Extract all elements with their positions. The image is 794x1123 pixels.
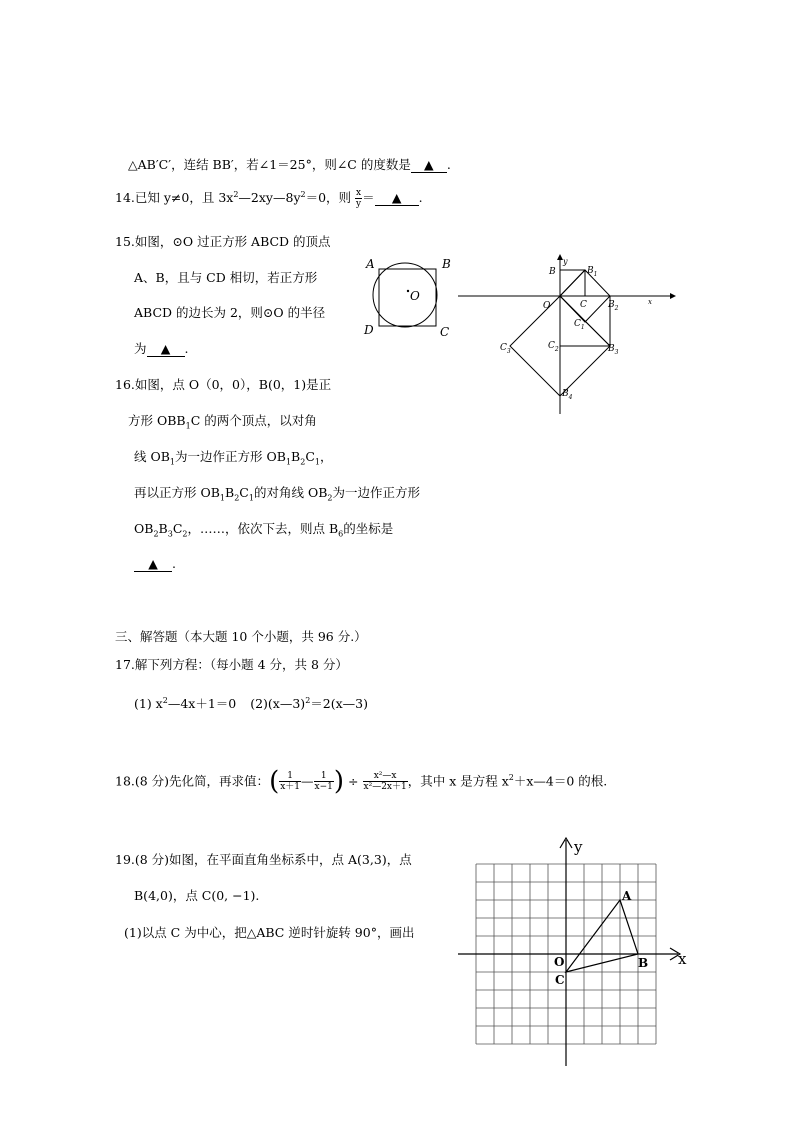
q16-label-c1: $C_1$ — [574, 319, 585, 331]
q15-label-o: O — [410, 289, 420, 303]
q18-frac3 — [363, 771, 408, 792]
q15-circle — [373, 263, 437, 327]
q18-right-paren: ) — [333, 766, 345, 797]
q16-l5s2: 3 — [167, 529, 173, 539]
q16-label-c: C — [580, 300, 587, 310]
q18-suffix-b: ＋x—4＝0 的根. — [513, 773, 608, 789]
q16-l5s3: 2 — [182, 529, 188, 539]
section3-title: 三、解答题（本大题 10 个小题，共 96 分.） — [115, 629, 367, 644]
q18-f2-num: 1 — [314, 771, 334, 782]
q16-answer-blank: ▲ — [134, 557, 172, 572]
q17-p1b: —4x＋1＝0 — [167, 696, 237, 711]
q16-l5a: OB — [134, 521, 154, 536]
q16-l5c: C — [172, 521, 183, 536]
q19-label-y: y — [574, 838, 583, 856]
q16-label-c3: $C_3$ — [500, 343, 511, 355]
q14-frac-num: x — [356, 188, 362, 198]
q16-l2s: 1 — [185, 421, 191, 431]
q16-l3c: B — [291, 449, 301, 464]
q17-p2b: ＝2(x—3) — [310, 696, 368, 711]
q16-l2a: 方形 OBB — [128, 413, 186, 428]
q19-line2: B(4,0)，点 C(0, −1). — [134, 888, 260, 903]
q16-l4s3: 1 — [248, 493, 254, 503]
q19-coordinate-grid-figure — [456, 836, 692, 1068]
q15-label-a: A — [366, 257, 375, 271]
q16-l3s2: 1 — [285, 457, 292, 467]
q16-l4a: 再以正方形 OB — [134, 485, 220, 500]
q18-minus: — — [301, 773, 314, 789]
q15-center-dot — [407, 290, 409, 292]
q18-f3-num: x²—x — [363, 771, 408, 782]
q16-label-o: O — [543, 301, 551, 311]
q16-spiral-squares-figure — [458, 252, 676, 414]
q13-answer-blank: ▲ — [411, 158, 447, 173]
q15-answer-blank: ▲ — [147, 342, 185, 357]
q16-l4b: B — [225, 485, 235, 500]
q18-suffix-a: ，其中 x 是方程 x — [407, 773, 509, 789]
q16-l5s1: 2 — [153, 529, 159, 539]
q18-frac2 — [314, 771, 334, 792]
q14-answer-blank: ▲ — [375, 191, 419, 206]
q15-label-c: C — [440, 325, 450, 339]
q16-l3d: C — [305, 449, 315, 464]
q16-label-b1: $B_1$ — [587, 266, 598, 278]
q16-l4c: C — [239, 485, 249, 500]
q18-f3-den: x²—2x＋1 — [363, 782, 407, 792]
q15-label-d: D — [364, 323, 374, 337]
q19-label-c: C — [555, 973, 565, 987]
q16-label-b4: $B_4$ — [562, 389, 573, 401]
q18-left-paren: ( — [269, 766, 280, 797]
q16-l3s3: 2 — [300, 457, 306, 467]
q18-f2-den: x−1 — [314, 782, 333, 792]
q16-l4s2: 2 — [234, 493, 240, 503]
q16-label-b3: $B_3$ — [608, 344, 619, 356]
q13-text: △AB′C′，连结 BB′，若∠1＝25°，则∠C 的度数是 — [128, 157, 411, 172]
q19-label-a: A — [622, 889, 632, 903]
q16-l5d: ，……，依次下去，则点 B — [187, 521, 339, 536]
q16-end: . — [172, 556, 176, 571]
q18-f1-den: x＋1 — [280, 782, 301, 792]
q14-frac-den: y — [356, 199, 362, 209]
q16-line5 — [134, 521, 393, 537]
q15-line4-prefix: 为 — [134, 341, 147, 356]
q16-l4d: 的对角线 OB — [253, 485, 328, 500]
q17-p2s: 2 — [305, 695, 311, 705]
q15-line2: A、B，且与 CD 相切，若正方形 — [134, 270, 318, 285]
q16-l3s1: 1 — [169, 457, 176, 467]
q15-line3: ABCD 的边长为 2，则⊙O 的半径 — [134, 305, 326, 320]
q13-line — [128, 157, 451, 173]
q17-title: 17.解下列方程：（每小题 4 分，共 8 分） — [115, 657, 348, 672]
q16-l4e: 为一边作正方形 — [332, 485, 420, 500]
q16-line3 — [134, 449, 333, 465]
q14-eq: ＝ — [362, 190, 375, 205]
q18-f1-num: 1 — [279, 771, 301, 782]
q16-l4s4: 2 — [327, 493, 333, 503]
q17-p1a: (1) x — [134, 696, 163, 711]
q15-label-b: B — [442, 257, 451, 271]
q16-line6 — [134, 556, 176, 572]
q19-label-o: O — [554, 955, 565, 969]
q15-end: . — [184, 341, 189, 356]
q18-prefix: 18.(8 分)先化简，再求值： — [115, 773, 270, 789]
q18-line — [115, 766, 607, 797]
q15-circle-square-figure — [360, 252, 460, 340]
q13-end: . — [446, 157, 451, 172]
q16-x-arrow — [670, 293, 676, 299]
q14-suffix: ＝0，则 — [305, 190, 352, 205]
q18-suffix-s: 2 — [508, 772, 514, 782]
q16-l3b: 为一边作正方形 OB — [175, 449, 286, 464]
q14-line — [115, 188, 423, 209]
q16-l5e: 的坐标是 — [343, 521, 394, 536]
q16-l4s1: 1 — [219, 493, 226, 503]
q16-label-b2: $B_2$ — [608, 300, 619, 312]
q16-l3e: ， — [319, 449, 333, 464]
q16-label-y: y — [563, 257, 568, 266]
q19-label-b: B — [638, 956, 649, 970]
q16-l3a: 线 OB — [134, 449, 170, 464]
q16-l5s4: 6 — [338, 529, 344, 539]
q14-exp2: 2 — [300, 189, 306, 199]
q16-line2 — [128, 413, 317, 429]
q19-label-x: x — [678, 950, 687, 968]
q16-label-b: B — [549, 267, 556, 277]
q16-label-x: x — [648, 298, 652, 306]
q16-l3s4: 1 — [314, 457, 320, 467]
q15-line4 — [134, 341, 189, 357]
q17-p1s: 2 — [162, 695, 168, 705]
q14-prefix: 14.已知 y≠0，且 3x — [115, 190, 234, 205]
q17-p2a: (2)(x—3) — [250, 696, 306, 711]
q18-frac1 — [279, 771, 301, 792]
q16-line1: 16.如图，点 O（0，0），B(0，1)是正 — [115, 377, 332, 392]
q15-line1: 15.如图，⊙O 过正方形 ABCD 的顶点 — [115, 234, 331, 249]
q18-div: ÷ — [348, 773, 359, 789]
q19-line1: 19.(8 分)如图，在平面直角坐标系中，点 A(3,3)，点 — [115, 852, 412, 867]
q17-parts — [134, 696, 368, 712]
q16-l2b: C 的两个顶点，以对角 — [190, 413, 317, 428]
q16-line4 — [134, 485, 420, 501]
q19-line3: (1)以点 C 为中心，把△ABC 逆时针旋转 90°，画出 — [124, 925, 415, 940]
q14-mid: —2xy—8y — [238, 190, 301, 205]
q16-l5b: B — [158, 521, 168, 536]
q14-exp1: 2 — [233, 189, 239, 199]
q16-label-c2: $C_2$ — [548, 341, 559, 353]
q14-end: . — [418, 190, 423, 205]
